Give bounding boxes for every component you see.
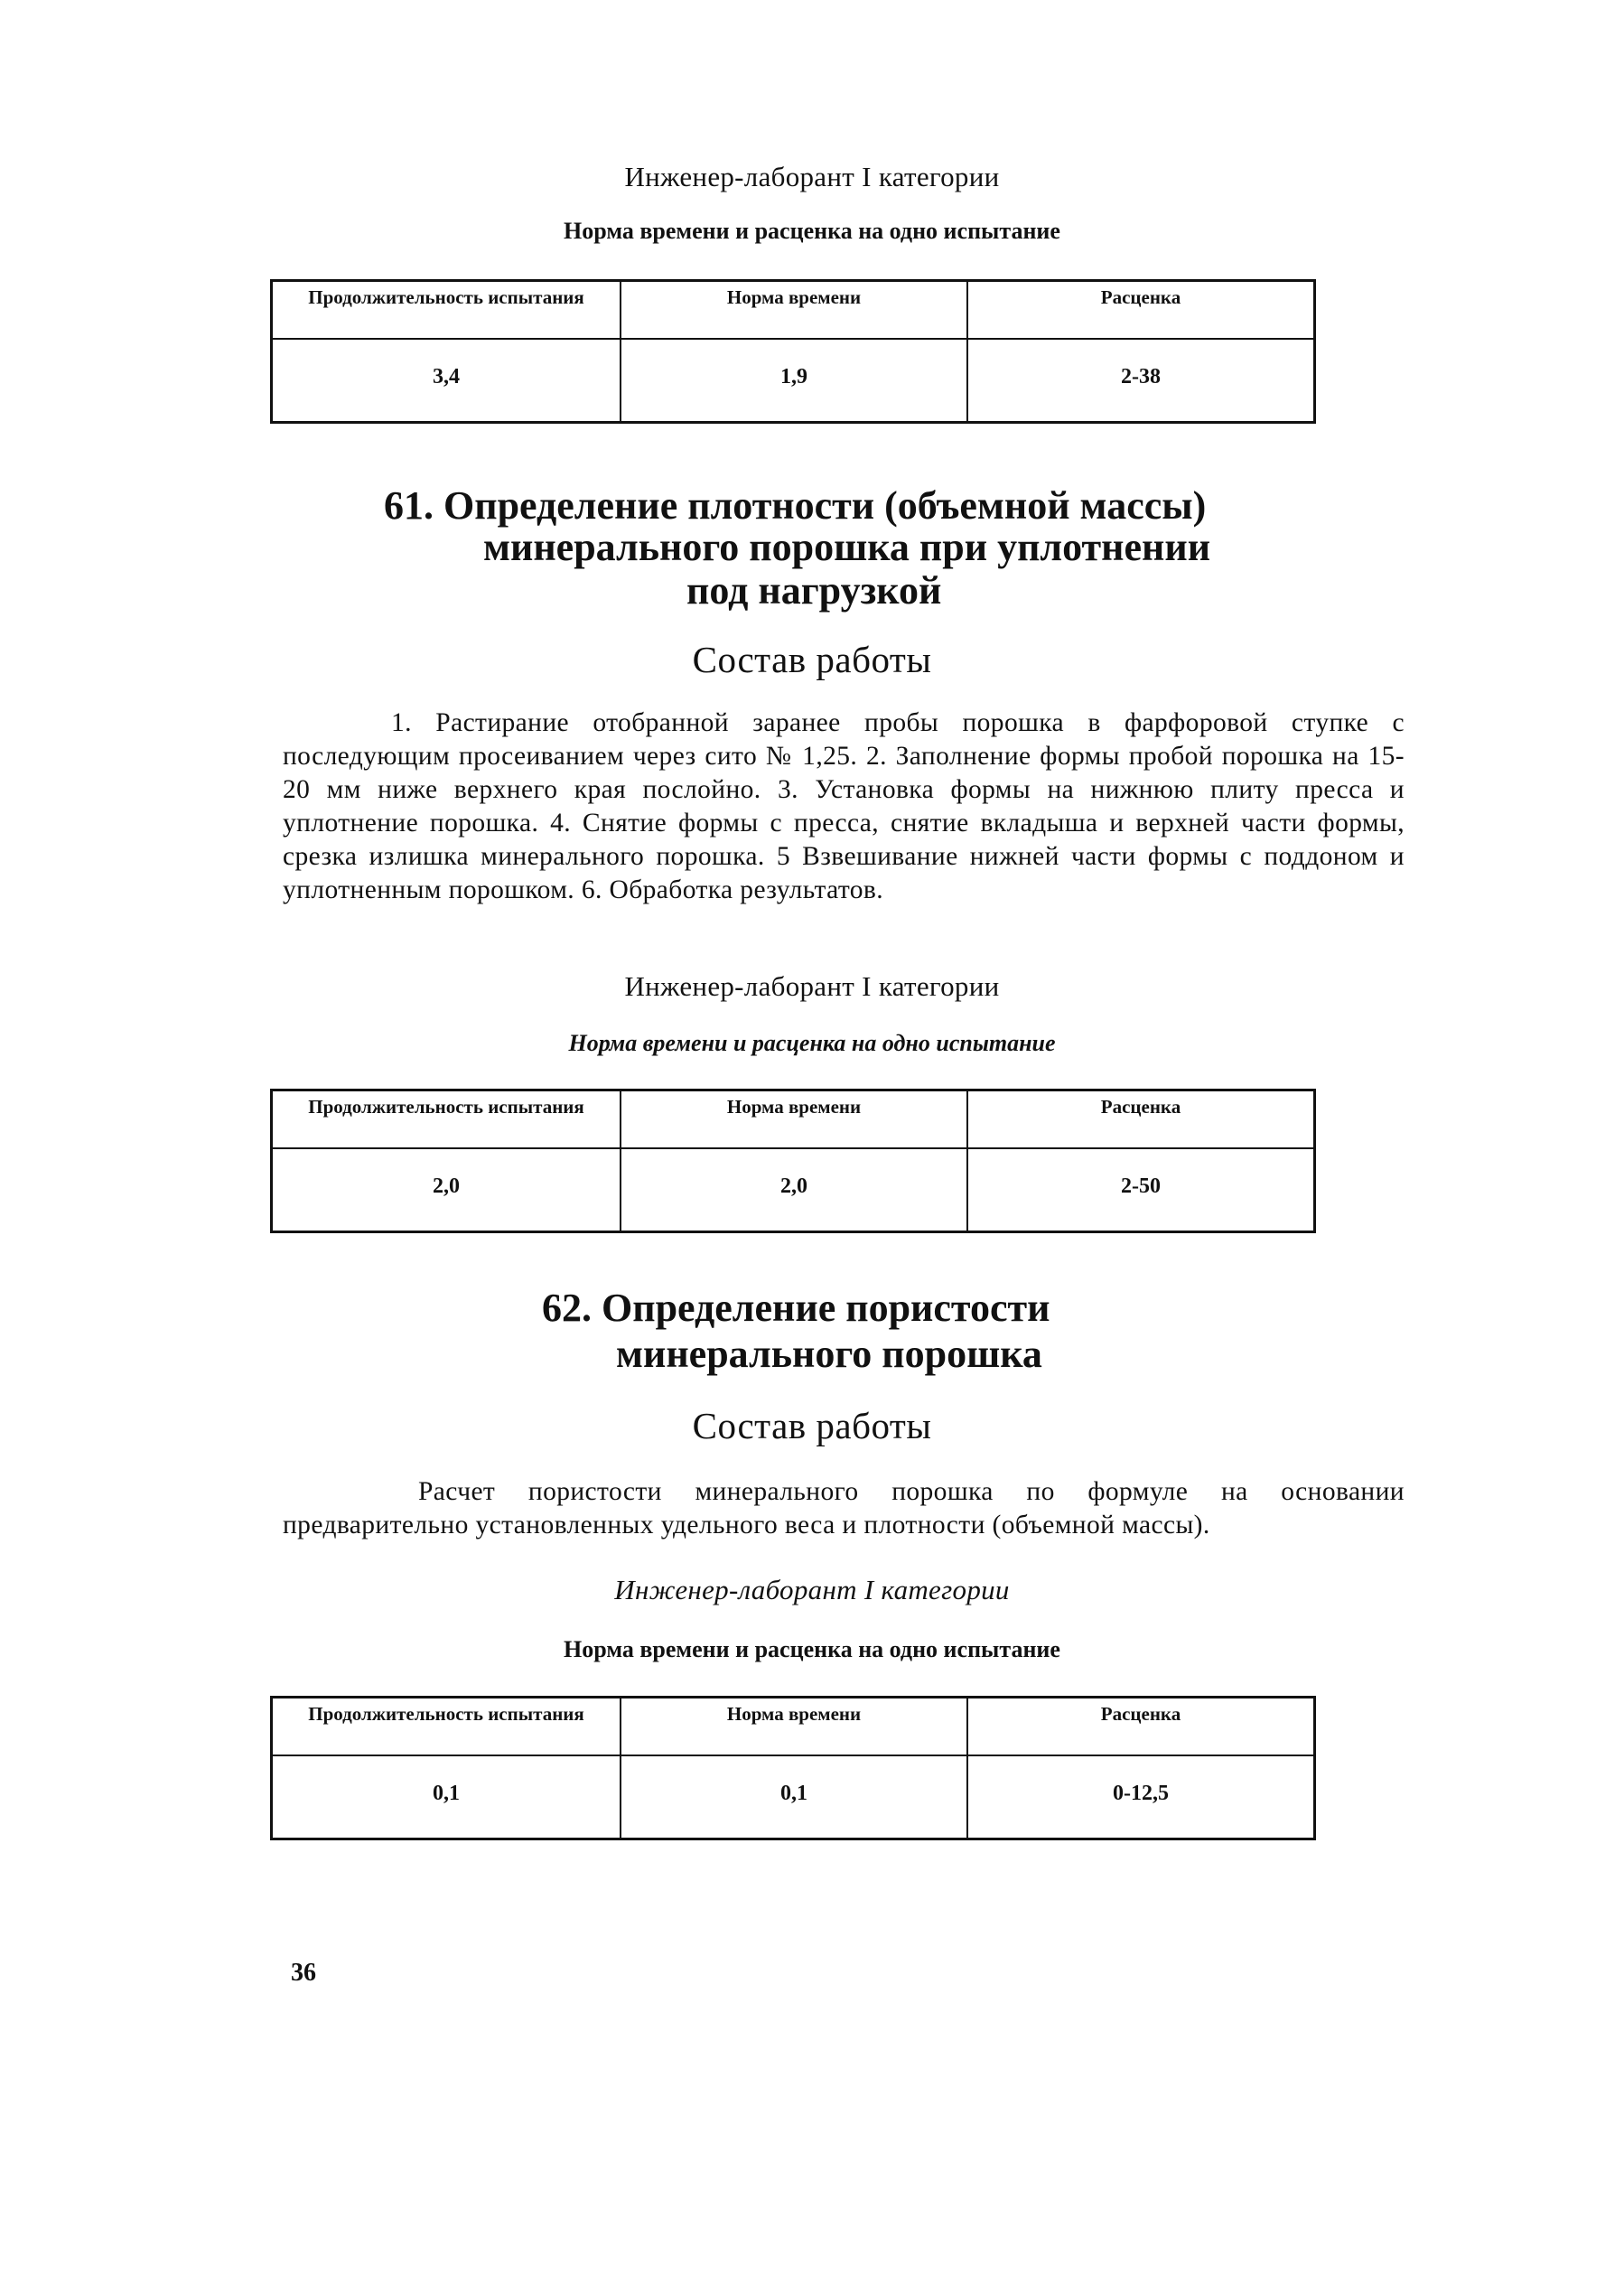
column-header-rate: Расценка [1100,1703,1181,1725]
cell-time-norm: 2,0 [621,1149,968,1231]
section-61-role-label: Инженер-лаборант I категории [624,970,1000,1002]
section-61-subheading: Состав работы [692,639,932,680]
table-row [273,1149,1313,1231]
column-header-time-norm: Норма времени [621,282,968,338]
column-header-rate: Расценка [1100,286,1181,308]
table-header-row [273,1698,1313,1756]
section-62-norm-title: Норма времени и расценка на одно испытание [564,1636,1060,1662]
section-62-role-label: Инженер-лаборант I категории [614,1574,1010,1605]
cell-duration: 2,0 [273,1149,621,1231]
section-62-norm-table [270,1696,1316,1840]
section-61-title-line-1: 61. Определение плотности (объемной массы) [384,483,1207,528]
column-header-duration: Продолжительность испытания [273,282,621,338]
page-number: 36 [291,1959,316,1987]
table-header-row [273,282,1313,340]
column-header-duration: Продолжительность испытания [273,1091,621,1147]
section-62-title-line-1: 62. Определение пористости [542,1286,1050,1330]
column-header-rate: Расценка [1100,1096,1181,1118]
section-61-title-line-2: минерального порошка при уплотнении [483,525,1211,569]
table-row [273,1756,1313,1838]
cell-rate: 0-12,5 [1113,1782,1169,1805]
column-header-duration: Продолжительность испытания [273,1698,621,1755]
section-62-subheading: Состав работы [692,1405,932,1446]
section-61-norm-table [270,1089,1316,1233]
cell-time-norm: 0,1 [621,1756,968,1838]
table-row [273,340,1313,421]
cell-rate: 2-50 [1121,1174,1161,1198]
norm-title: Норма времени и расценка на одно испытание [564,218,1060,244]
section-61-norm-title: Норма времени и расценка на одно испытание [568,1030,1056,1056]
role-label: Инженер-лаборант I категории [624,161,1000,192]
section-61-paragraph: 1. Растирание отобранной заранее пробы порошка в фарфоровой ступке с последующим просеиванием через сито № 1,25. 2. Заполнение формы пробой порошка на 15-20 мм ниже верхнего края послойно. 3. Установка формы на нижнюю плиту пресса и уплотнение порошка. 4. Снятие формы с пресса, снятие вкладыша и верхней части формы, срезка излишка минерального порошка. 5 Взвешивание нижней части формы с поддоном и уплотненным порошком. 6. Обработка результатов. [283,708,1405,904]
column-header-time-norm: Норма времени [621,1698,968,1755]
cell-duration: 0,1 [273,1756,621,1838]
section-61-title-line-3: под нагрузкой [686,568,942,613]
cell-rate: 2-38 [1121,365,1161,388]
cell-time-norm: 1,9 [621,340,968,421]
section-62-title-line-2: минерального порошка [616,1332,1042,1376]
cell-duration: 3,4 [273,340,621,421]
norm-table [270,279,1316,424]
table-header-row [273,1091,1313,1149]
section-62-paragraph: Расчет пористости минерального порошка по формуле на основании предварительно установленных удельного веса и плотности (объемной массы). [283,1477,1405,1539]
column-header-time-norm: Норма времени [621,1091,968,1147]
